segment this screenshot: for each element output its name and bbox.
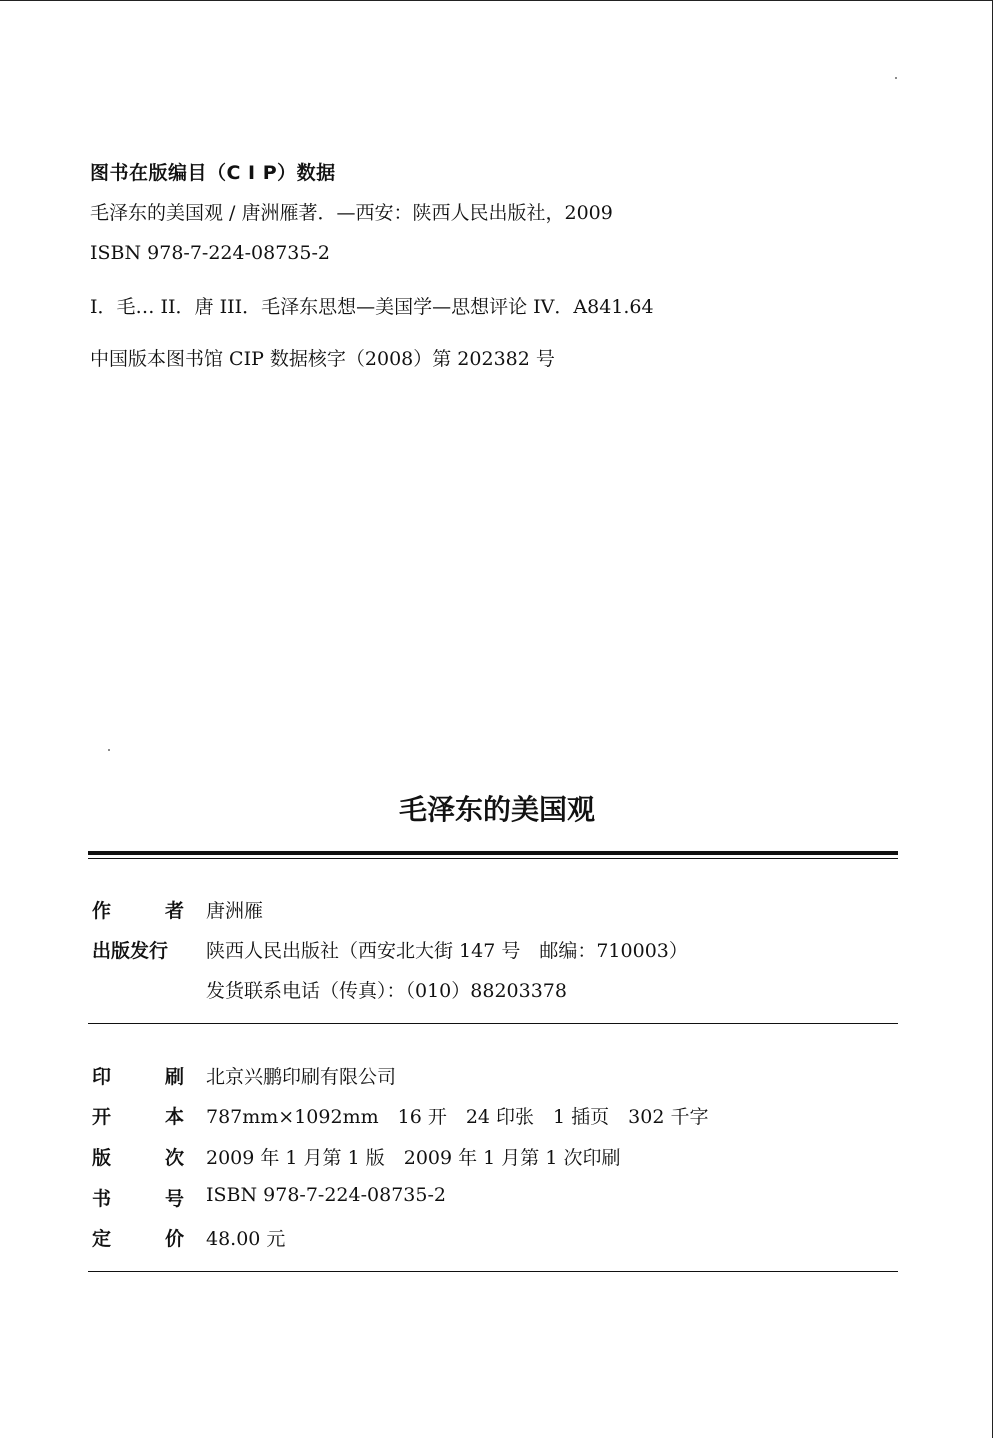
info-label-char: 刷 <box>164 1066 184 1088</box>
cip-line-title-author: 毛泽东的美国观 / 唐洲雁著．—西安：陕西人民出版社，2009 <box>90 202 613 224</box>
info-label-char: 次 <box>164 1147 184 1169</box>
cip-line-record-number: 中国版本图书馆 CIP 数据核字（2008）第 202382 号 <box>90 348 555 370</box>
info-value: 发货联系电话（传真）：（010）88203378 <box>206 980 567 1002</box>
book-title: 毛泽东的美国观 <box>398 793 595 826</box>
title-rule-thick <box>88 851 898 855</box>
cip-line-isbn: ISBN 978-7-224-08735-2 <box>90 242 330 264</box>
info-label: 出版发行 <box>92 940 169 962</box>
cip-block <box>90 158 654 370</box>
info-label-char: 者 <box>164 900 184 922</box>
info-label <box>92 1184 184 1211</box>
info-label-char: 本 <box>164 1106 184 1128</box>
info-value: ISBN 978-7-224-08735-2 <box>206 1184 446 1206</box>
cip-line-classification: I．毛… II．唐 III．毛泽东思想—美国学—思想评论 IV．A841.64 <box>90 296 654 318</box>
info-label-char: 开 <box>92 1106 112 1128</box>
info-value: 陕西人民出版社（西安北大街 147 号 邮编：710003） <box>206 940 688 962</box>
cip-title: 图书在版编目（C I P）数据 <box>90 162 336 184</box>
info-label-char: 定 <box>92 1228 112 1250</box>
info-value: 787mm×1092mm 16 开 24 印张 1 插页 302 千字 <box>206 1106 709 1128</box>
info-value: 48.00 元 <box>206 1228 286 1250</box>
info-label-char: 版 <box>92 1147 112 1169</box>
scan-speck <box>108 749 110 751</box>
title-rule-thin <box>88 858 898 859</box>
info-label-char: 印 <box>92 1066 112 1088</box>
info-label <box>92 1062 184 1089</box>
scan-speck <box>895 77 897 79</box>
bottom-rule <box>88 1271 898 1272</box>
info-label <box>92 1102 184 1129</box>
info-value: 北京兴鹏印刷有限公司 <box>206 1066 397 1088</box>
info-label <box>92 1143 184 1170</box>
info-label <box>92 1224 184 1251</box>
info-label-char: 价 <box>164 1228 184 1250</box>
info-label <box>92 896 184 923</box>
info-value: 2009 年 1 月第 1 版 2009 年 1 月第 1 次印刷 <box>206 1147 621 1169</box>
section-rule <box>88 1023 898 1024</box>
info-value: 唐洲雁 <box>206 900 264 922</box>
info-label-char: 书 <box>92 1188 112 1210</box>
info-label-char: 作 <box>92 900 112 922</box>
info-label-char: 号 <box>164 1188 184 1210</box>
